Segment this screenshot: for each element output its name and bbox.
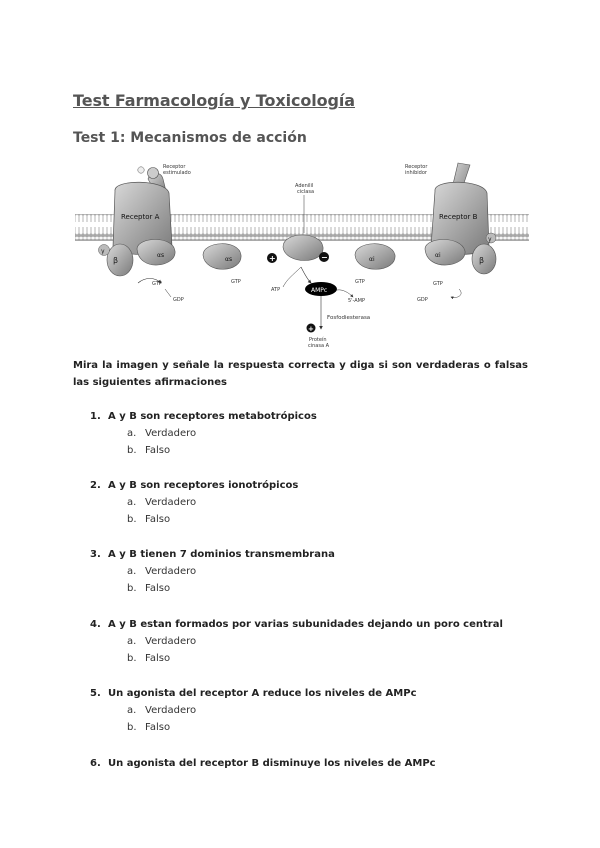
question-text: 5. Un agonista del receptor A reduce los niveles de AMPc (90, 688, 417, 699)
answer-option[interactable]: a. Verdadero (127, 705, 197, 716)
question-text: 6. Un agonista del receptor B disminuye los niveles de AMPc (90, 758, 436, 769)
svg-text:+: + (269, 254, 276, 263)
alpha-i-subunit (355, 244, 395, 270)
svg-text:αs: αs (225, 256, 233, 263)
receptor-a-label: Receptor A (121, 213, 160, 221)
ligand-a (148, 168, 159, 179)
answer-option[interactable]: a. Verdadero (127, 566, 197, 577)
svg-text:γ: γ (488, 236, 492, 243)
svg-text:Proteín: Proteín (309, 337, 327, 343)
answer-option[interactable]: a. Verdadero (127, 497, 197, 508)
svg-text:AMPc: AMPc (311, 287, 328, 294)
answer-option[interactable]: a. Verdadero (127, 636, 197, 647)
svg-text:β: β (113, 256, 119, 265)
document-title: Test Farmacología y Toxicología (73, 91, 355, 110)
svg-text:αs: αs (157, 252, 165, 259)
svg-text:5'-AMP: 5'-AMP (348, 298, 365, 304)
svg-text:GDP: GDP (173, 297, 184, 303)
question-3 (90, 546, 530, 597)
receptor-b-label: Receptor B (439, 213, 478, 221)
question-text: 2. A y B son receptores ionotrópicos (90, 480, 299, 491)
gprotein-diagram (73, 157, 531, 355)
answer-option[interactable]: b. Falso (127, 653, 171, 664)
svg-text:Adenilil: Adenilil (295, 183, 314, 189)
svg-text:GTP: GTP (152, 281, 162, 287)
question-4 (90, 616, 530, 667)
svg-text:GTP: GTP (231, 279, 241, 285)
question-2 (90, 477, 530, 528)
question-text: 1. A y B son receptores metabotrópicos (90, 411, 317, 422)
answer-option[interactable]: b. Falso (127, 445, 171, 456)
receptor-b-complex (425, 163, 496, 274)
svg-text:GDP: GDP (417, 297, 428, 303)
svg-text:+: + (308, 325, 314, 333)
svg-text:GTP: GTP (433, 281, 443, 287)
svg-text:−: − (321, 253, 328, 262)
svg-text:β: β (479, 256, 485, 265)
svg-text:ATP: ATP (271, 287, 281, 293)
svg-text:Receptor: Receptor (405, 164, 428, 170)
svg-text:αi: αi (369, 256, 375, 263)
svg-text:αi: αi (435, 252, 441, 259)
question-5 (90, 685, 530, 736)
svg-text:cinasa A: cinasa A (308, 343, 330, 349)
svg-text:estimulado: estimulado (163, 170, 191, 176)
svg-text:ciclasa: ciclasa (297, 189, 315, 195)
svg-text:Receptor: Receptor (163, 164, 186, 170)
section-subtitle: Test 1: Mecanismos de acción (73, 130, 307, 146)
svg-text:γ: γ (101, 248, 105, 255)
answer-option[interactable]: b. Falso (127, 514, 171, 525)
answer-option[interactable]: b. Falso (127, 722, 171, 733)
question-6 (90, 755, 530, 772)
question-text: 3. A y B tienen 7 dominios transmembrana (90, 549, 335, 560)
answer-option[interactable]: b. Falso (127, 583, 171, 594)
answer-option[interactable]: a. Verdadero (127, 428, 197, 439)
svg-text:GTP: GTP (355, 279, 365, 285)
question-1 (90, 408, 530, 459)
question-text: 4. A y B estan formados por varias subunidades dejando un poro central (90, 619, 503, 630)
svg-text:inhibidor: inhibidor (405, 170, 427, 176)
svg-text:Fosfodiesterasa: Fosfodiesterasa (327, 315, 371, 321)
instructions: Mira la imagen y señale la respuesta correcta y diga si son verdaderas o falsas las siguientes afirmaciones (73, 360, 528, 388)
alpha-s-subunit (203, 244, 241, 270)
